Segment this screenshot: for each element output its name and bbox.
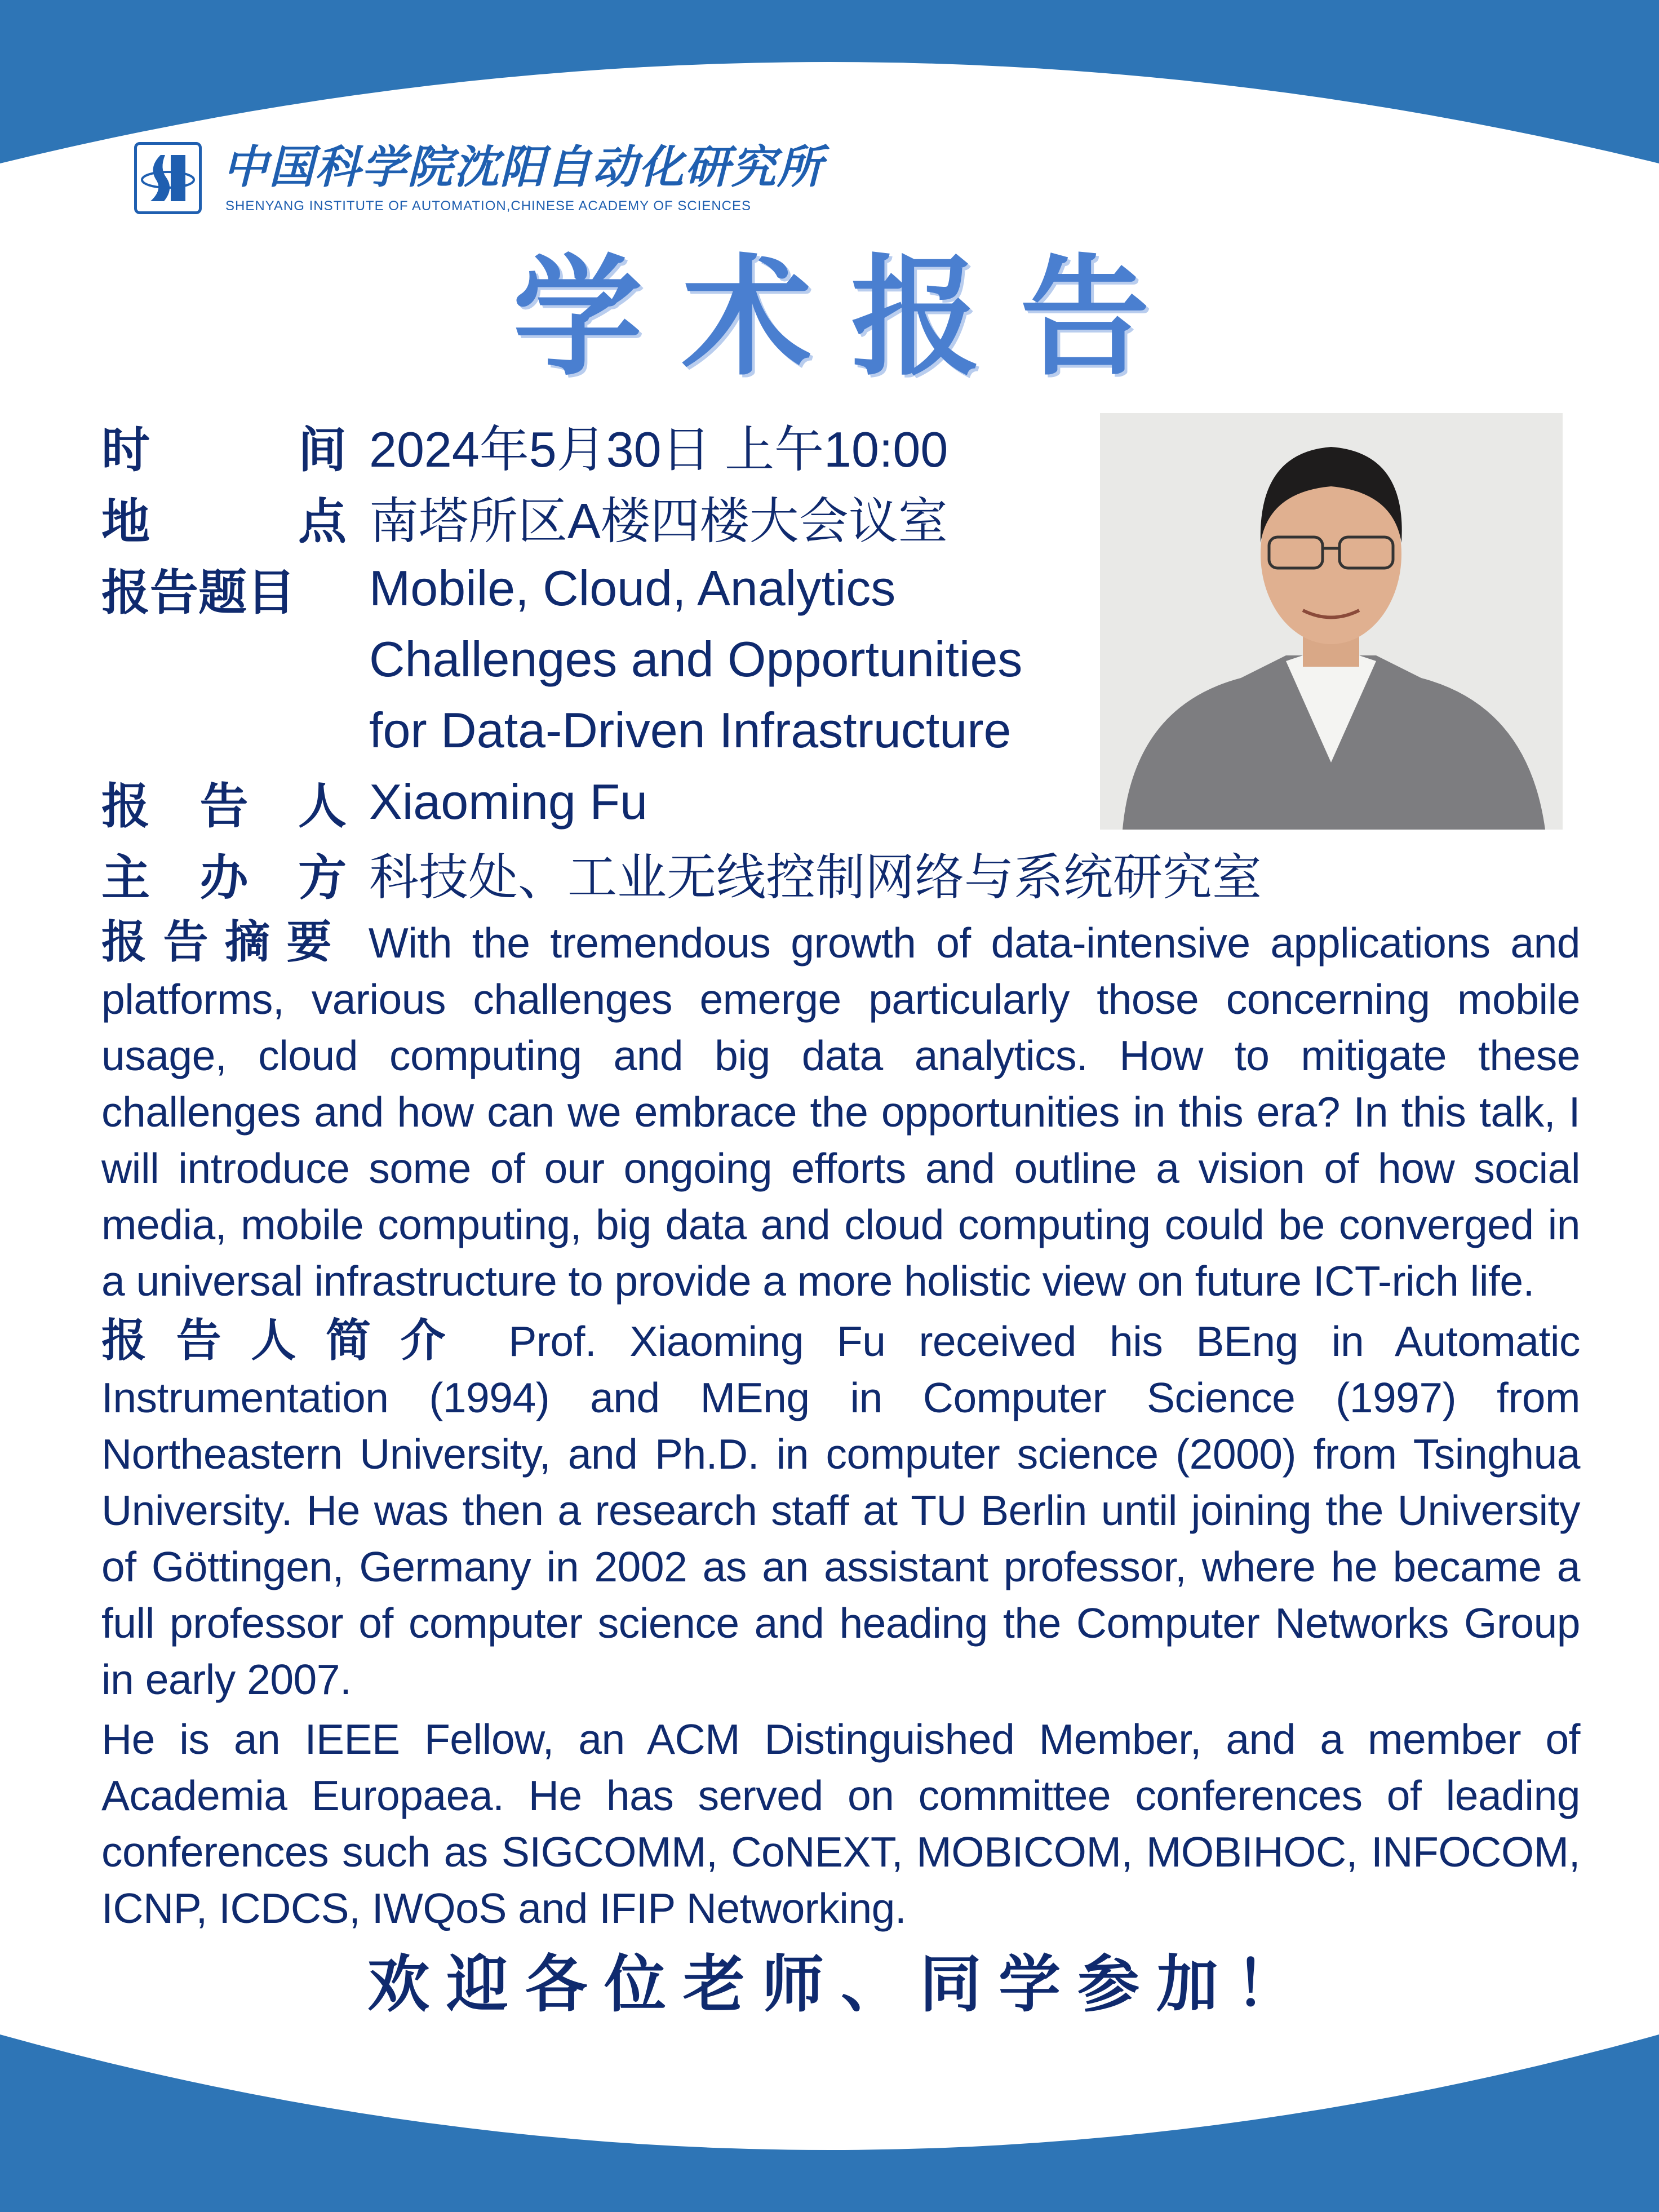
institute-name-cn: 中国科学院沈阳自动化研究所	[223, 140, 823, 193]
field-value: Xiaoming Fu	[369, 774, 648, 830]
topic-line: for Data-Driven Infrastructure	[369, 702, 1012, 758]
field-label: 时 间	[101, 422, 347, 478]
bio-paragraph-2: He is an IEEE Fellow, an ACM Distinguished Member, and a member of Academia Europaea. He has served on committee conferences of leading conferences such as SIGCOMM, CoNEXT, MOBICOM, MOBIHOC, INFOCOM, ICNP, ICDCS, IWQoS and IFIP Networking.	[101, 1715, 1580, 1932]
poster-title: 学术报告	[513, 243, 1189, 393]
field-speaker	[101, 766, 647, 837]
topic-line: Mobile, Cloud, Analytics	[369, 560, 896, 616]
bio-text: Prof. Xiaoming Fu received his BEng in Automatic Instrumentation (1994) and MEng in Computer Science (1997) from Northeastern University, and Ph.D. in computer science (2000) from Tsinghua University. He was then a research staff at TU Berlin until joining the University of Göttingen, Germany in 2002 as an assistant professor, where he became a full professor of computer science and heading the Computer Networks Group in early 2007.	[101, 1318, 1581, 1703]
field-label: 主 办 方	[101, 850, 347, 906]
institute-logo-icon	[134, 142, 202, 214]
field-label: 报 告 人	[101, 778, 347, 835]
field-label: 报告题目	[101, 565, 295, 621]
abstract-text: With the tremendous growth of data-intensive applications and platforms, various challenges emerge particularly those concerning mobile usage, cloud computing and big data analytics. How to mitigate these challenges and how can we embrace the opportunities in this era? In this talk, I will introduce some of our ongoing efforts and outline a vision of how social media, mobile computing, big data and cloud computing could be converged in a universal infrastructure to provide a more holistic view on future ICT-rich life.	[101, 919, 1581, 1305]
field-place	[101, 482, 948, 553]
field-time	[101, 410, 948, 481]
field-value: 科技处、工业无线控制网络与系统研究室	[369, 849, 1262, 905]
field-value: 2024年5月30日 上午10:00	[369, 422, 948, 477]
welcome-footer: 欢迎各位老师、同学参加！	[367, 1948, 1314, 2020]
bio-label: 报告人简介	[101, 1314, 476, 1367]
field-host	[101, 838, 1262, 909]
institute-name-en: SHENYANG INSTITUTE OF AUTOMATION,CHINESE ACADEMY OF SCIENCES	[225, 198, 752, 214]
topic-line-row	[369, 624, 1022, 695]
field-label: 地 点	[101, 494, 347, 550]
speaker-photo	[1100, 413, 1563, 830]
bio-paragraph	[101, 1313, 1580, 1708]
abstract-label: 报告摘要	[101, 916, 349, 968]
field-value: 南塔所区A楼四楼大会议室	[369, 493, 948, 549]
field-topic	[101, 553, 895, 624]
body-text-flow	[101, 914, 1580, 2021]
abstract-paragraph	[101, 914, 1580, 1309]
topic-line-row	[369, 695, 1012, 766]
topic-line: Challenges and Opportunities	[369, 631, 1023, 687]
